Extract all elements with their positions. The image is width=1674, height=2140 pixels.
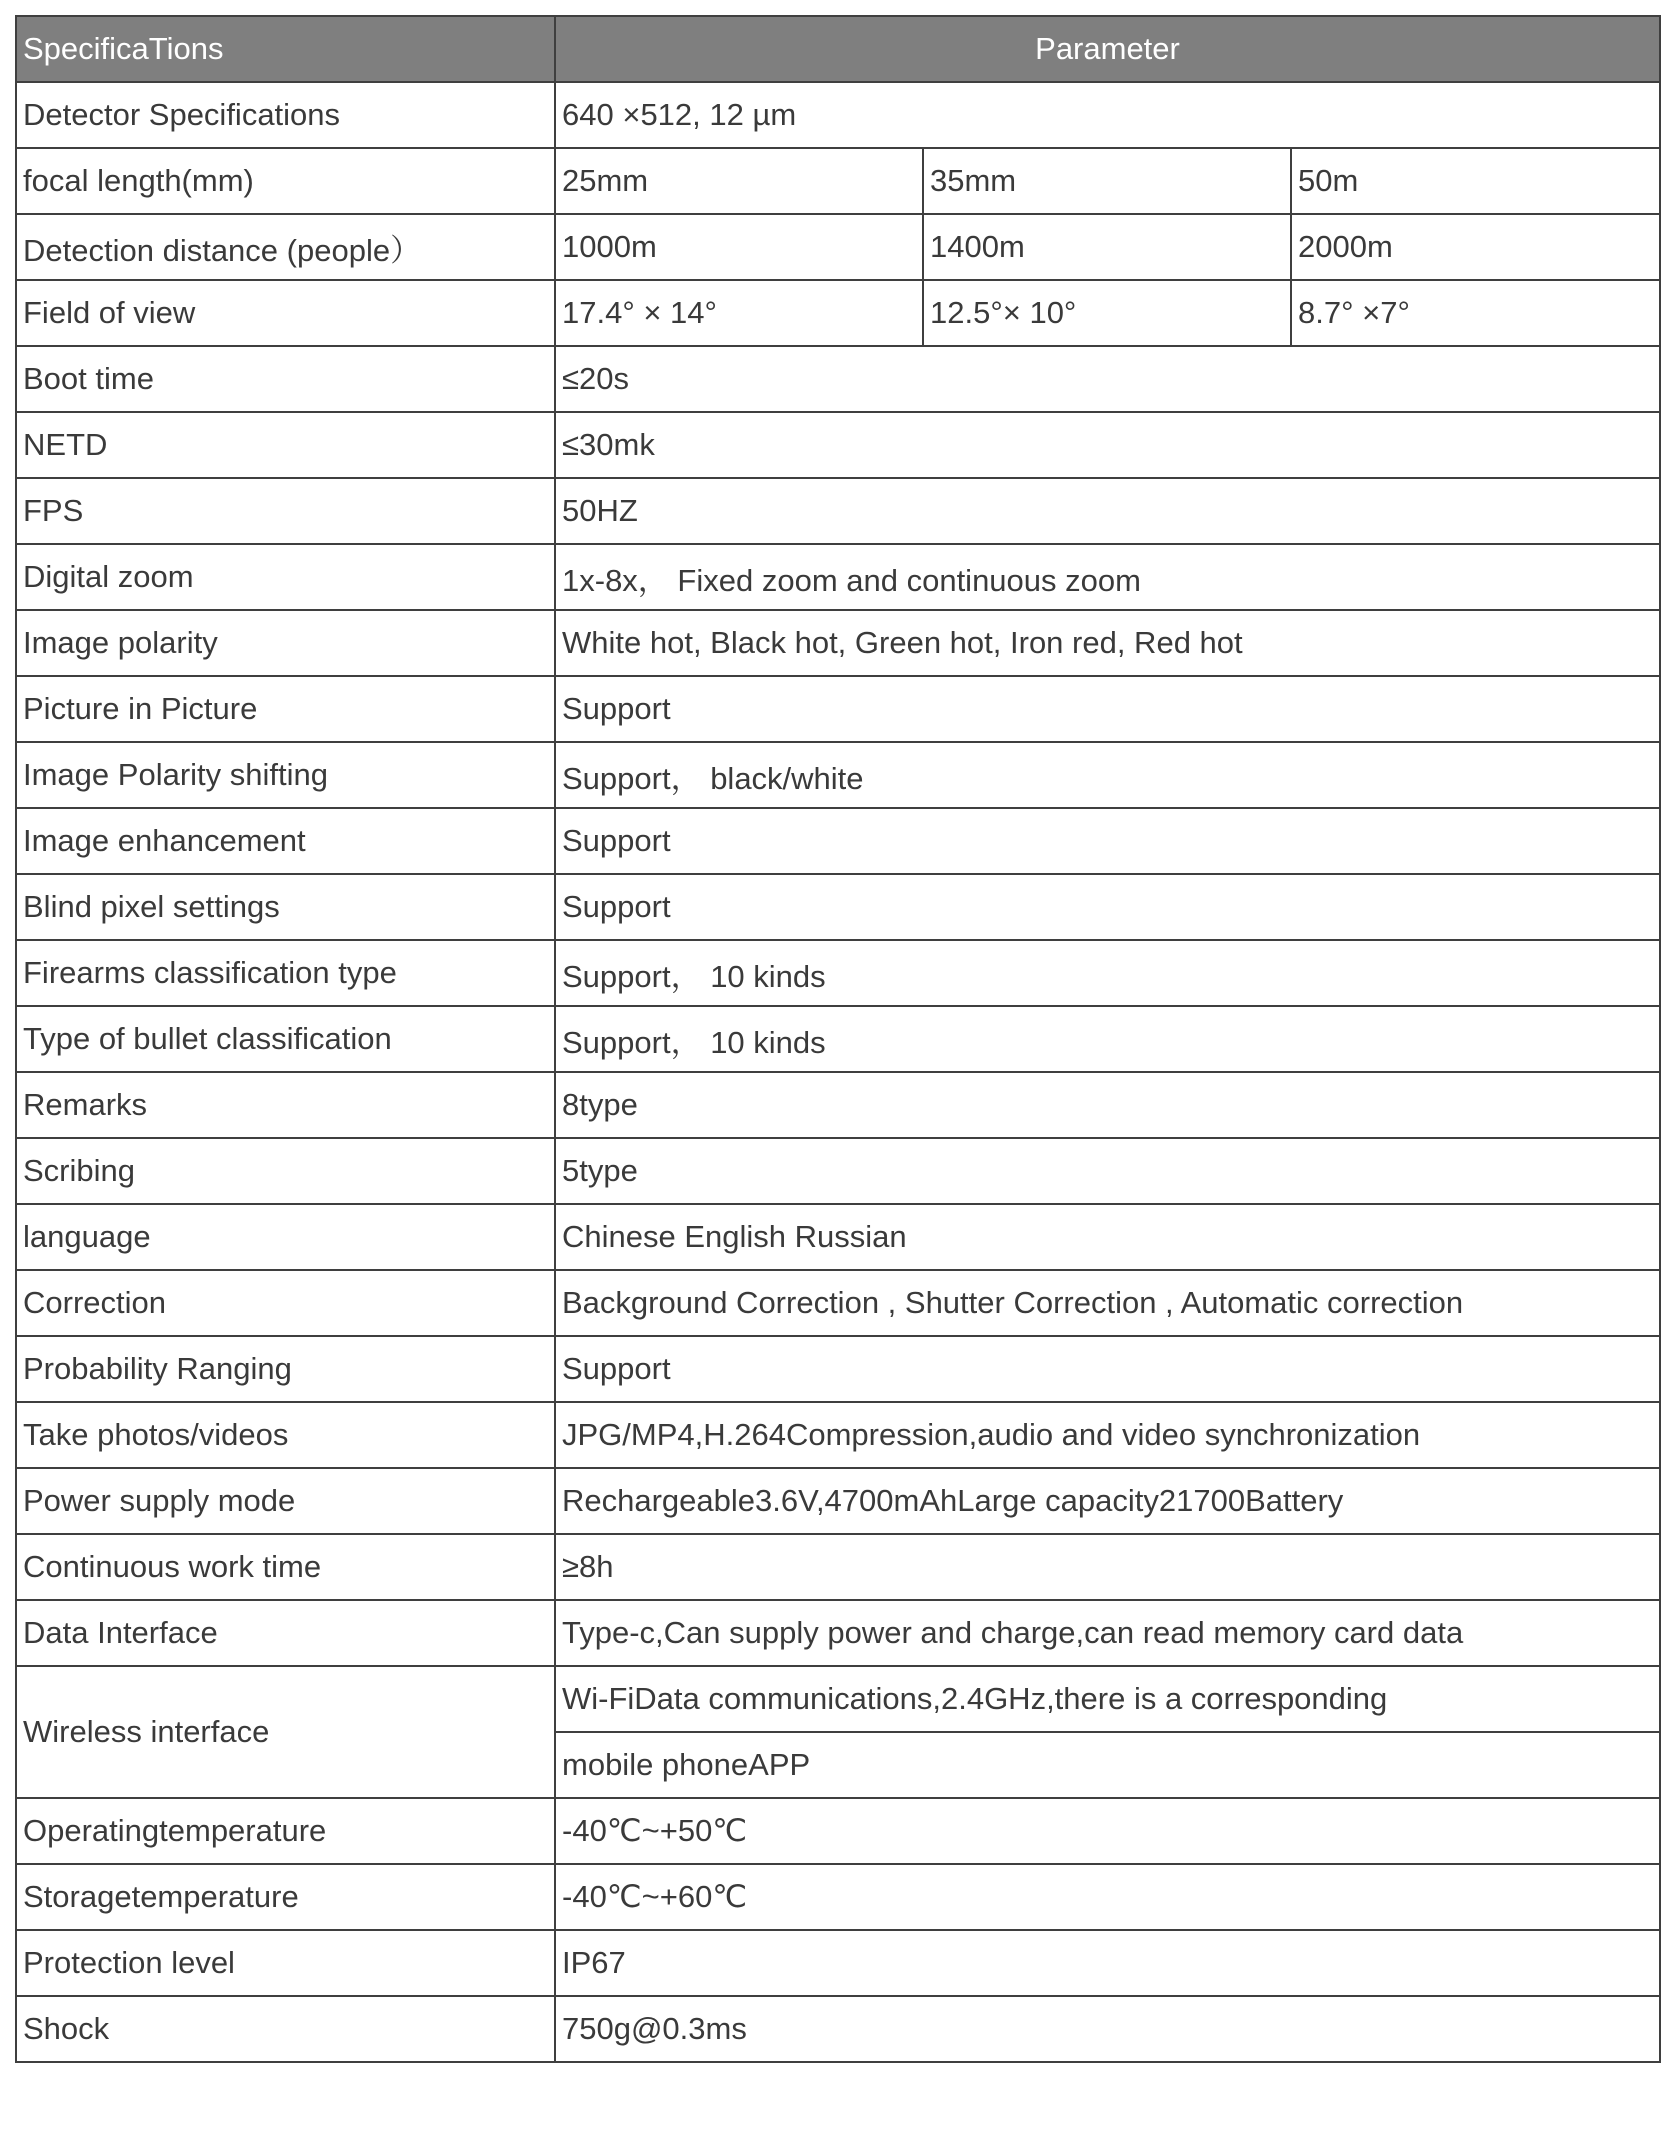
spec-label-digital-zoom: Digital zoom — [16, 544, 555, 610]
spec-label-blind-pixel-settings: Blind pixel settings — [16, 874, 555, 940]
table-row — [16, 1600, 1660, 1666]
table-row — [16, 346, 1660, 412]
spec-value-field-of-view-2: 12.5°× 10° — [923, 280, 1291, 346]
spec-value-image-polarity: White hot, Black hot, Green hot, Iron red, Red hot — [555, 610, 1660, 676]
table-row — [16, 148, 1660, 214]
spec-label-detection-distance-people: Detection distance (people） — [16, 214, 555, 280]
spec-label-wireless-interface: Wireless interface — [16, 1666, 555, 1798]
spec-value-wireless-line-2: mobile phoneAPP — [555, 1732, 1660, 1798]
spec-value-digital-zoom: 1x-8x， Fixed zoom and continuous zoom — [555, 544, 1660, 610]
spec-value-probability-ranging: Support — [555, 1336, 1660, 1402]
table-row — [16, 676, 1660, 742]
table-row — [16, 874, 1660, 940]
spec-value-protection-level: IP67 — [555, 1930, 1660, 1996]
spec-label-image-enhancement: Image enhancement — [16, 808, 555, 874]
spec-label-protection-level: Protection level — [16, 1930, 555, 1996]
spec-table — [15, 15, 1661, 2063]
table-row — [16, 610, 1660, 676]
table-row — [16, 742, 1660, 808]
table-row — [16, 1930, 1660, 1996]
spec-value-firearms-classification-type: Support， 10 kinds — [555, 940, 1660, 1006]
spec-label-fps: FPS — [16, 478, 555, 544]
spec-value-detection-distance-people-2: 1400m — [923, 214, 1291, 280]
table-row — [16, 808, 1660, 874]
spec-value-remarks: 8type — [555, 1072, 1660, 1138]
spec-label-power-supply-mode: Power supply mode — [16, 1468, 555, 1534]
spec-label-detector-specifications: Detector Specifications — [16, 82, 555, 148]
spec-value-type-of-bullet-classification: Support， 10 kinds — [555, 1006, 1660, 1072]
table-row — [16, 1666, 1660, 1732]
spec-label-take-photos-videos: Take photos/videos — [16, 1402, 555, 1468]
spec-label-type-of-bullet-classification: Type of bullet classification — [16, 1006, 555, 1072]
spec-value-netd: ≤30mk — [555, 412, 1660, 478]
table-row — [16, 1204, 1660, 1270]
table-row — [16, 940, 1660, 1006]
spec-value-detector-specifications: 640 ×512, 12 µm — [555, 82, 1660, 148]
spec-value-take-photos-videos: JPG/MP4,H.264Compression,audio and video synchronization — [555, 1402, 1660, 1468]
spec-value-scribing: 5type — [555, 1138, 1660, 1204]
spec-label-scribing: Scribing — [16, 1138, 555, 1204]
spec-label-field-of-view: Field of view — [16, 280, 555, 346]
spec-value-wireless-line-1: Wi-FiData communications,2.4GHz,there is a corresponding — [555, 1666, 1660, 1732]
spec-value-language: Chinese English Russian — [555, 1204, 1660, 1270]
spec-value-focal-length-mm-1: 25mm — [555, 148, 923, 214]
spec-value-fps: 50HZ — [555, 478, 1660, 544]
table-row — [16, 1138, 1660, 1204]
spec-value-image-enhancement: Support — [555, 808, 1660, 874]
spec-label-firearms-classification-type: Firearms classification type — [16, 940, 555, 1006]
spec-value-correction: Background Correction , Shutter Correction , Automatic correction — [555, 1270, 1660, 1336]
spec-value-focal-length-mm-2: 35mm — [923, 148, 1291, 214]
table-row — [16, 1864, 1660, 1930]
header-specifications: SpecificaTions — [16, 16, 555, 82]
table-row — [16, 412, 1660, 478]
table-row — [16, 1072, 1660, 1138]
table-row — [16, 1996, 1660, 2062]
table-row — [16, 280, 1660, 346]
spec-label-data-interface: Data Interface — [16, 1600, 555, 1666]
spec-label-shock: Shock — [16, 1996, 555, 2062]
spec-value-field-of-view-1: 17.4° × 14° — [555, 280, 923, 346]
spec-value-picture-in-picture: Support — [555, 676, 1660, 742]
spec-label-image-polarity-shifting: Image Polarity shifting — [16, 742, 555, 808]
table-row — [16, 478, 1660, 544]
spec-value-data-interface: Type-c,Can supply power and charge,can read memory card data — [555, 1600, 1660, 1666]
table-row — [16, 214, 1660, 280]
table-row — [16, 1336, 1660, 1402]
spec-label-netd: NETD — [16, 412, 555, 478]
spec-label-focal-length-mm: focal length(mm) — [16, 148, 555, 214]
spec-label-continuous-work-time: Continuous work time — [16, 1534, 555, 1600]
spec-label-correction: Correction — [16, 1270, 555, 1336]
spec-value-shock: 750g@0.3ms — [555, 1996, 1660, 2062]
spec-value-operatingtemperature: -40℃~+50℃ — [555, 1798, 1660, 1864]
spec-label-remarks: Remarks — [16, 1072, 555, 1138]
spec-value-boot-time: ≤20s — [555, 346, 1660, 412]
spec-label-storagetemperature: Storagetemperature — [16, 1864, 555, 1930]
table-row — [16, 1270, 1660, 1336]
table-row — [16, 1534, 1660, 1600]
spec-value-continuous-work-time: ≥8h — [555, 1534, 1660, 1600]
spec-value-image-polarity-shifting: Support， black/white — [555, 742, 1660, 808]
spec-label-probability-ranging: Probability Ranging — [16, 1336, 555, 1402]
table-row — [16, 82, 1660, 148]
spec-value-detection-distance-people-3: 2000m — [1291, 214, 1660, 280]
table-row — [16, 1468, 1660, 1534]
spec-value-focal-length-mm-3: 50m — [1291, 148, 1660, 214]
spec-value-detection-distance-people-1: 1000m — [555, 214, 923, 280]
spec-label-boot-time: Boot time — [16, 346, 555, 412]
spec-label-language: language — [16, 1204, 555, 1270]
spec-label-image-polarity: Image polarity — [16, 610, 555, 676]
header-parameter: Parameter — [555, 16, 1660, 82]
table-row — [16, 1006, 1660, 1072]
table-row — [16, 1798, 1660, 1864]
table-body — [16, 82, 1660, 2062]
table-header-row — [16, 16, 1660, 82]
spec-value-field-of-view-3: 8.7° ×7° — [1291, 280, 1660, 346]
spec-value-blind-pixel-settings: Support — [555, 874, 1660, 940]
spec-label-picture-in-picture: Picture in Picture — [16, 676, 555, 742]
table-row — [16, 1402, 1660, 1468]
table-row — [16, 544, 1660, 610]
spec-label-operatingtemperature: Operatingtemperature — [16, 1798, 555, 1864]
spec-value-storagetemperature: -40℃~+60℃ — [555, 1864, 1660, 1930]
spec-value-power-supply-mode: Rechargeable3.6V,4700mAhLarge capacity21700Battery — [555, 1468, 1660, 1534]
